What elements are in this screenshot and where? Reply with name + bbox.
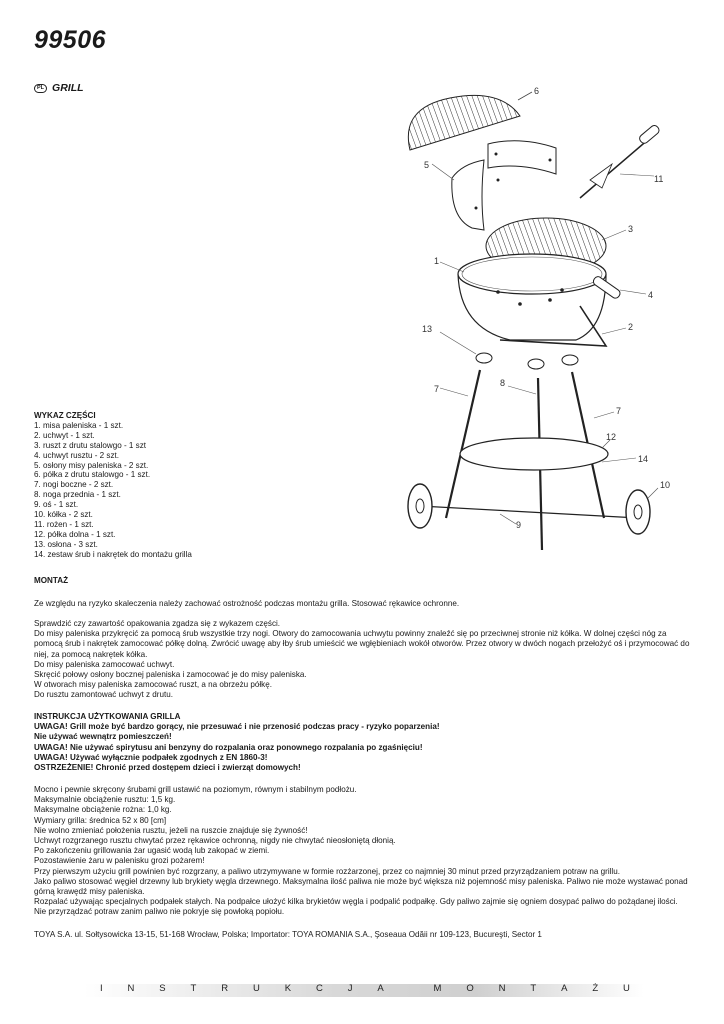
footer-letter: A <box>561 983 568 994</box>
assembly-step: Do rusztu zamontować uchwyt z drutu. <box>34 690 174 700</box>
lower-shelf-part <box>460 438 608 470</box>
product-name: GRILL <box>52 82 84 94</box>
language-badge: PL <box>34 84 47 93</box>
assembly-step: W otworach misy paleniska zamocować ruszt, a na obrzeżu półkę. <box>34 680 272 690</box>
parts-item: 2. uchwyt - 1 szt. <box>34 430 95 440</box>
label-5: 5 <box>424 160 430 170</box>
assembly-step: Do misy paleniska przykręcić za pomocą śrub wszystkie trzy nogi. Otwory do zamocowania uchwytu powinny znaleźć się po przeciwnej stronie niż kółka. W dolnej części nóg za pomocą śrub i nakrętek zamocować półkę dolną. Zwrócić uwagę aby łby śrub umieścić we wgłębieniach wokół otworów. Przez otwory w dwóch nogach przełożyć oś i przymocować do niej, za pomocą nakrętek kółka. <box>34 629 690 659</box>
usage-line: Po zakończeniu grillowania żar ugasić wodą lub zakopać w ziemi. <box>34 846 270 856</box>
footer-letter: T <box>190 983 197 994</box>
footer-letter: N <box>498 983 506 994</box>
parts-item: 12. półka dolna - 1 szt. <box>34 529 116 539</box>
footer-letter: M <box>433 983 442 994</box>
parts-list <box>34 411 192 560</box>
label-7-left: 7 <box>434 384 440 394</box>
usage-line: Maksymalnie obciążenie rusztu: 1,5 kg. <box>34 795 176 805</box>
parts-item: 7. nogi boczne - 2 szt. <box>34 480 114 490</box>
footer-letter: U <box>253 983 260 994</box>
product-heading <box>34 82 84 94</box>
parts-item: 8. noga przednia - 1 szt. <box>34 490 121 500</box>
parts-item: 11. rożen - 1 szt. <box>34 519 94 529</box>
assembly-step: Sprawdzić czy zawartość opakowania zgadza się z wykazem części. <box>34 619 281 628</box>
warning-line: UWAGA! Używać wyłącznie podpałek zgodnych z EN 1860-3! <box>34 752 268 762</box>
label-13: 13 <box>422 324 433 334</box>
company-address: TOYA S.A. ul. Sołtysowicka 13-15, 51-168 Wrocław, Polska; Importator: TOYA ROMANIA S.A., Şoseaua Odăii nr 109-123, Bucureşti, Sector 1 <box>34 930 542 939</box>
exploded-diagram <box>380 78 680 558</box>
parts-item: 10. kółka - 2 szt. <box>34 510 93 520</box>
rotisserie-part <box>580 124 664 198</box>
usage-line: Rozpalać używając specjalnych podpałek stałych. Na podpałce ułożyć kilka brykietów węgla i podpalić podpałkę. Gdy paliwo zajmie się ogniem dosypać paliwo do pożądanej ilości. <box>34 897 678 907</box>
usage-line: Nie wolno zmieniać położenia rusztu, jeżeli na ruszcie znajduje się żywność! <box>34 825 308 835</box>
footer-letter: N <box>127 983 135 994</box>
label-1: 1 <box>434 256 440 266</box>
axle-part <box>420 506 638 518</box>
parts-item: 4. uchwyt rusztu - 2 szt. <box>34 450 120 460</box>
footer-letter: J <box>347 983 353 994</box>
parts-item: 6. półka z drutu stalowgo - 1 szt. <box>34 470 151 480</box>
usage-line: Jako paliwo stosować węgiel drzewny lub brykiety węgla drzewnego. Maksymalna ilość paliwa nie może być większa niż pojemność misy paleniska. Paliwo nie może wystawać ponad górną krawędź misy paleniska. <box>34 876 688 897</box>
shield-caps-part <box>476 353 578 369</box>
usage-line: Maksymalne obciążenie rożna: 1,0 kg. <box>34 805 172 815</box>
assembly-step: Skręcić połowy osłony bocznej paleniska i zamocować je do misy paleniska. <box>34 670 307 680</box>
assembly-intro <box>34 599 694 609</box>
label-3: 3 <box>628 224 634 234</box>
footer-letter: I <box>100 983 103 994</box>
footer-letter: A <box>377 983 384 994</box>
warning-line: UWAGA! Nie używać spirytusu ani benzyny do rozpalania oraz ponownego rozpalania po zgaśnięciu! <box>34 742 423 752</box>
footer-letter: O <box>466 983 474 994</box>
label-8: 8 <box>500 378 506 388</box>
warning-line: OSTRZEŻENIE! Chronić przed dostępem dzieci i zwierząt domowych! <box>34 763 301 773</box>
footer-letter: C <box>316 983 323 994</box>
label-10: 10 <box>660 480 671 490</box>
company-info <box>34 930 694 940</box>
warning-line: Nie używać wewnątrz pomieszczeń! <box>34 732 172 742</box>
label-4: 4 <box>648 290 654 300</box>
usage-instructions <box>34 785 694 918</box>
wind-shield-part <box>452 141 556 230</box>
label-12: 12 <box>606 432 617 442</box>
usage-line: Wymiary grilla: średnica 52 x 80 [cm] <box>34 815 167 825</box>
footer-letter: R <box>221 983 229 994</box>
footer-letter: S <box>159 983 166 994</box>
parts-item: 13. osłona - 3 szt. <box>34 539 98 549</box>
label-7-right: 7 <box>616 406 622 416</box>
assembly-intro-text: Ze względu na ryzyko skaleczenia należy zachować ostrożność podczas montażu grilla. Stosować rękawice ochronne. <box>34 599 460 608</box>
usage-line: Przy pierwszym użyciu grill powinien być rozgrzany, a paliwo utrzymywane w formie rozżarzonej, przez co najmniej 30 minut przed przyrządzaniem potraw na grillu. <box>34 866 620 876</box>
usage-title: INSTRUKCJA UŻYTKOWANIA GRILLA <box>34 712 181 721</box>
footer-letter: T <box>530 983 537 994</box>
footer-letter: Ż <box>592 983 599 994</box>
parts-item: 14. zestaw śrub i nakrętek do montażu grilla <box>34 549 192 559</box>
footer-title <box>100 983 630 994</box>
warning-line: UWAGA! Grill może być bardzo gorący, nie przesuwać i nie przenosić podczas pracy - ryzyko poparzenia! <box>34 722 440 732</box>
assembly-step: Do misy paleniska zamocować uchwyt. <box>34 659 175 669</box>
fire-bowl-part <box>458 254 606 340</box>
label-2: 2 <box>628 322 634 332</box>
usage-warnings <box>34 712 694 773</box>
usage-line: Uchwyt rozgrzanego rusztu chwytać przez rękawice ochronną, nigdy nie chwytać nieosłoniętą dłonią. <box>34 836 396 846</box>
assembly-title: MONTAŻ <box>34 576 69 585</box>
usage-line: Mocno i pewnie skręcony śrubami grill ustawić na poziomym, równym i stabilnym podłożu. <box>34 785 357 794</box>
parts-title: WYKAZ CZĘŚCI <box>34 411 96 420</box>
usage-line: Nie przyrządzać potraw zanim paliwo nie pokryje się powłoką popiołu. <box>34 907 285 917</box>
model-number: 99506 <box>34 26 107 54</box>
usage-line: Pozostawienie żaru w palenisku grozi pożarem! <box>34 856 205 866</box>
parts-item: 5. osłony misy paleniska - 2 szt. <box>34 460 149 470</box>
parts-item: 9. oś - 1 szt. <box>34 500 79 510</box>
assembly-steps <box>34 619 694 701</box>
label-9: 9 <box>516 520 522 530</box>
parts-item: 1. misa paleniska - 1 szt. <box>34 420 124 430</box>
parts-item: 3. ruszt z drutu stalowgo - 1 szt <box>34 440 147 450</box>
label-14: 14 <box>638 454 649 464</box>
label-6: 6 <box>534 86 540 96</box>
footer-letter: U <box>623 983 630 994</box>
footer-letter: K <box>284 983 292 994</box>
wheels-part <box>408 484 650 534</box>
label-11: 11 <box>654 174 664 184</box>
